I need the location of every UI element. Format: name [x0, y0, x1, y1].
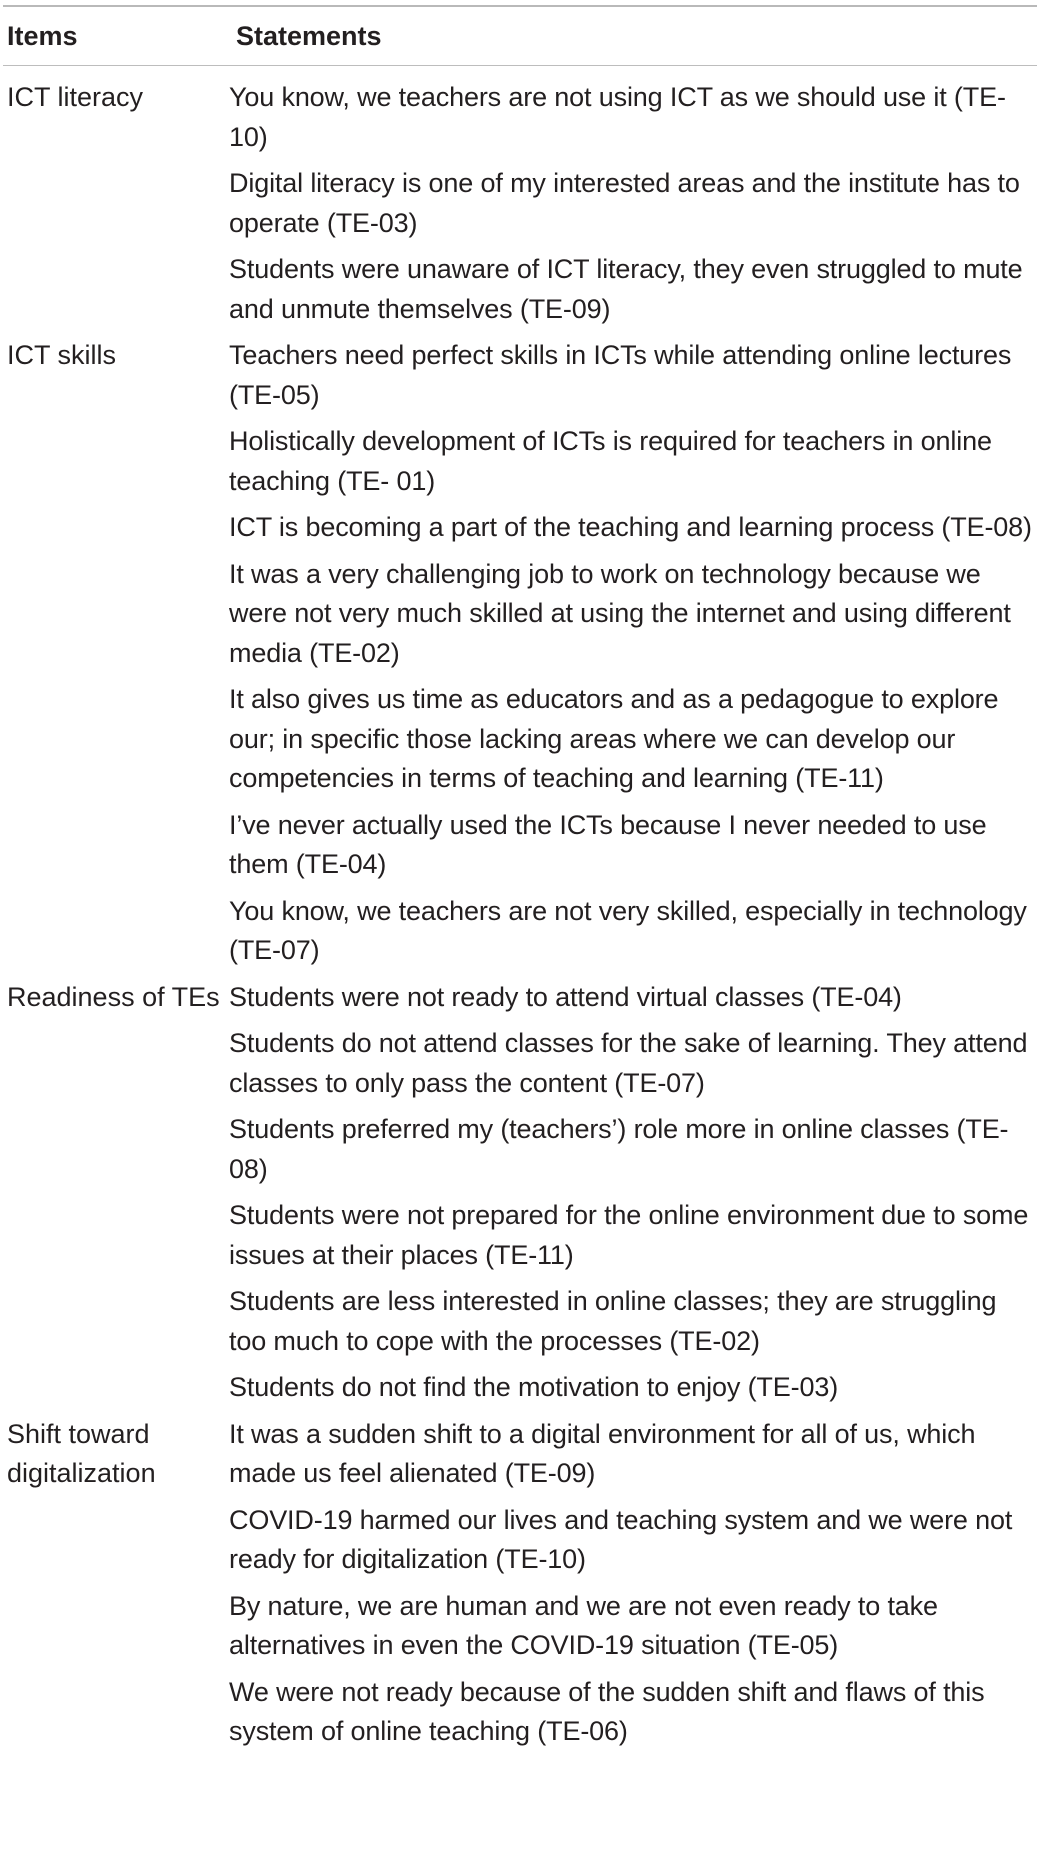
statement: We were not ready because of the sudden shift and flaws of this system of online teaching (TE-06) [229, 1676, 985, 1746]
statement: You know, we teachers are not using ICT as we should use it (TE-10) [229, 82, 1006, 152]
statement: ICT is becoming a part of the teaching and learning process (TE-08) [229, 512, 1032, 542]
item-label: ICT skills [7, 340, 117, 370]
statement: Students were unaware of ICT literacy, they even struggled to mute and unmute themselves (TE-09) [229, 254, 1023, 324]
statement: It also gives us time as educators and as a pedagogue to explore our; in specific those lacking areas where we can develop our competencies in terms of teaching and learning (TE-11) [229, 684, 999, 793]
statements-table [0, 5, 1040, 1759]
statement: Students were not ready to attend virtual classes (TE-04) [229, 981, 902, 1012]
statement: Teachers need perfect skills in ICTs while attending online lectures (TE-05) [229, 340, 1012, 410]
table-body [0, 66, 1040, 1759]
statement: By nature, we are human and we are not even ready to take alternatives in even the COVID-19 situation (TE-05) [229, 1590, 938, 1660]
item-label: ICT literacy [7, 82, 144, 112]
statement: Students preferred my (teachers’) role more in online classes (TE-08) [229, 1114, 1009, 1184]
group-ict-literacy [0, 78, 1040, 336]
group-shift-toward-digitalization [0, 1415, 1040, 1759]
statement: I’ve never actually used the ICTs because I never needed to use them (TE-04) [229, 809, 987, 879]
item-label: Readiness of TEs [7, 981, 220, 1012]
header-statements: Statements [236, 20, 382, 51]
group-ict-skills [0, 336, 1040, 978]
group-readiness-of-tes [0, 978, 1040, 1415]
statement: Students do not find the motivation to enjoy (TE-03) [229, 1372, 839, 1402]
statement: COVID-19 harmed our lives and teaching system and we were not ready for digitalization (TE-10) [229, 1504, 1013, 1574]
statement: Digital literacy is one of my interested areas and the institute has to operate (TE-03) [229, 168, 1020, 238]
table-header [0, 7, 1040, 65]
statement: Students are less interested in online classes; they are struggling too much to cope with the processes (TE-02) [229, 1286, 997, 1356]
statement: Students do not attend classes for the sake of learning. They attend classes to only pass the content (TE-07) [229, 1028, 1028, 1098]
item-label: Shift toward digitalization [7, 1418, 156, 1488]
header-items: Items [7, 20, 78, 51]
statement: You know, we teachers are not very skilled, especially in technology (TE-07) [229, 895, 1027, 965]
statement: Students were not prepared for the online environment due to some issues at their places (TE-11) [229, 1200, 1029, 1270]
statement: It was a sudden shift to a digital environment for all of us, which made us feel alienated (TE-09) [229, 1418, 976, 1488]
statement: It was a very challenging job to work on technology because we were not very much skilled at using the internet and using different media (TE-02) [229, 558, 1011, 668]
statement: Holistically development of ICTs is required for teachers in online teaching (TE- 01) [229, 426, 992, 496]
